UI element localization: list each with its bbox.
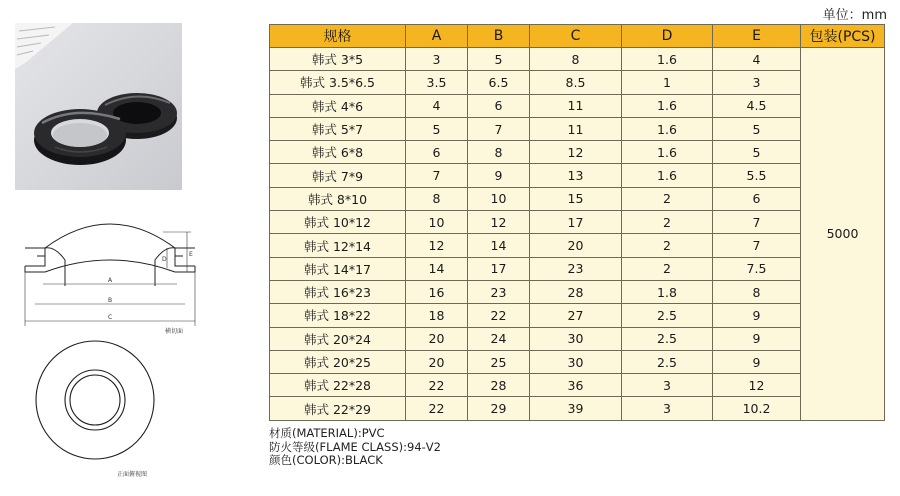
dim-label-c: C <box>108 314 113 321</box>
value-cell: 15 <box>530 187 622 210</box>
spec-cell: 韩式 3*5 <box>270 48 406 71</box>
table-row <box>270 71 885 94</box>
value-cell: 1.6 <box>622 117 713 140</box>
header-a: A <box>406 25 468 48</box>
value-cell: 2 <box>622 211 713 234</box>
value-cell: 7 <box>713 234 801 257</box>
value-cell: 9 <box>713 327 801 350</box>
table-row <box>270 141 885 164</box>
value-cell: 11 <box>530 117 622 140</box>
spec-cell: 韩式 14*17 <box>270 257 406 280</box>
cross-section-caption: 横切面 <box>165 328 184 335</box>
table-row <box>270 280 885 303</box>
value-cell: 30 <box>530 327 622 350</box>
value-cell: 22 <box>468 304 530 327</box>
table-row <box>270 211 885 234</box>
value-cell: 6 <box>713 187 801 210</box>
value-cell: 9 <box>468 164 530 187</box>
value-cell: 39 <box>530 397 622 420</box>
value-cell: 5 <box>406 117 468 140</box>
value-cell: 7.5 <box>713 257 801 280</box>
dim-label-e: E <box>189 251 193 258</box>
value-cell: 12 <box>406 234 468 257</box>
value-cell: 27 <box>530 304 622 327</box>
value-cell: 4.5 <box>713 94 801 117</box>
table-row <box>270 234 885 257</box>
spec-cell: 韩式 22*29 <box>270 397 406 420</box>
table-row <box>270 327 885 350</box>
value-cell: 5.5 <box>713 164 801 187</box>
value-cell: 23 <box>530 257 622 280</box>
value-cell: 2 <box>622 234 713 257</box>
value-cell: 8 <box>468 141 530 164</box>
dim-label-d: D <box>162 256 167 263</box>
value-cell: 9 <box>713 350 801 373</box>
table-row <box>270 350 885 373</box>
grommet-photo-illustration <box>15 23 182 190</box>
value-cell: 1.8 <box>622 280 713 303</box>
value-cell: 28 <box>530 280 622 303</box>
spec-cell: 韩式 8*10 <box>270 187 406 210</box>
spec-cell: 韩式 4*6 <box>270 94 406 117</box>
value-cell: 1.6 <box>622 94 713 117</box>
value-cell: 29 <box>468 397 530 420</box>
value-cell: 5 <box>713 117 801 140</box>
spec-cell: 韩式 10*12 <box>270 211 406 234</box>
value-cell: 30 <box>530 350 622 373</box>
table-row <box>270 257 885 280</box>
spec-cell: 韩式 18*22 <box>270 304 406 327</box>
value-cell: 6 <box>406 141 468 164</box>
value-cell: 10 <box>406 211 468 234</box>
packaging-cell: 5000 <box>801 48 885 421</box>
value-cell: 8 <box>530 48 622 71</box>
header-packaging: 包装(PCS) <box>801 25 885 48</box>
value-cell: 3 <box>406 48 468 71</box>
value-cell: 14 <box>406 257 468 280</box>
value-cell: 1.6 <box>622 164 713 187</box>
value-cell: 1.6 <box>622 48 713 71</box>
note-flame-class: 防火等级(FLAME CLASS):94-V2 <box>269 439 441 454</box>
value-cell: 3.5 <box>406 71 468 94</box>
value-cell: 11 <box>530 94 622 117</box>
value-cell: 22 <box>406 374 468 397</box>
spec-cell: 韩式 16*23 <box>270 280 406 303</box>
product-photo <box>15 23 182 190</box>
value-cell: 17 <box>468 257 530 280</box>
spec-cell: 韩式 22*28 <box>270 374 406 397</box>
value-cell: 2 <box>622 257 713 280</box>
value-cell: 5 <box>468 48 530 71</box>
value-cell: 18 <box>406 304 468 327</box>
cross-section-drawing <box>15 208 205 340</box>
header-b: B <box>468 25 530 48</box>
value-cell: 3 <box>622 397 713 420</box>
value-cell: 7 <box>406 164 468 187</box>
value-cell: 7 <box>713 211 801 234</box>
value-cell: 2.5 <box>622 304 713 327</box>
front-view-caption: 正面俯视图 <box>117 471 148 478</box>
value-cell: 12 <box>713 374 801 397</box>
value-cell: 6 <box>468 94 530 117</box>
value-cell: 23 <box>468 280 530 303</box>
value-cell: 6.5 <box>468 71 530 94</box>
table-row <box>270 187 885 210</box>
table-row <box>270 374 885 397</box>
value-cell: 4 <box>406 94 468 117</box>
value-cell: 36 <box>530 374 622 397</box>
value-cell: 8.5 <box>530 71 622 94</box>
value-cell: 9 <box>713 304 801 327</box>
value-cell: 5 <box>713 141 801 164</box>
spec-cell: 韩式 20*24 <box>270 327 406 350</box>
value-cell: 8 <box>713 280 801 303</box>
value-cell: 28 <box>468 374 530 397</box>
value-cell: 17 <box>530 211 622 234</box>
value-cell: 4 <box>713 48 801 71</box>
value-cell: 3 <box>622 374 713 397</box>
dim-label-b: B <box>108 297 113 304</box>
note-material: 材质(MATERIAL):PVC <box>269 426 385 440</box>
header-spec: 规格 <box>270 25 406 48</box>
dim-label-a: A <box>108 277 113 284</box>
value-cell: 12 <box>530 141 622 164</box>
value-cell: 2.5 <box>622 350 713 373</box>
value-cell: 1.6 <box>622 141 713 164</box>
note-color: 颜色(COLOR):BLACK <box>269 453 383 467</box>
value-cell: 25 <box>468 350 530 373</box>
spec-cell: 韩式 12*14 <box>270 234 406 257</box>
value-cell: 16 <box>406 280 468 303</box>
value-cell: 1 <box>622 71 713 94</box>
value-cell: 12 <box>468 211 530 234</box>
value-cell: 22 <box>406 397 468 420</box>
header-c: C <box>530 25 622 48</box>
table-row <box>270 117 885 140</box>
value-cell: 8 <box>406 187 468 210</box>
value-cell: 10.2 <box>713 397 801 420</box>
value-cell: 13 <box>530 164 622 187</box>
table-header-row <box>270 25 885 48</box>
value-cell: 20 <box>406 350 468 373</box>
header-e: E <box>713 25 801 48</box>
table-row <box>270 397 885 420</box>
value-cell: 14 <box>468 234 530 257</box>
value-cell: 2.5 <box>622 327 713 350</box>
table-row <box>270 94 885 117</box>
value-cell: 20 <box>530 234 622 257</box>
front-view-drawing <box>15 336 205 486</box>
value-cell: 3 <box>713 71 801 94</box>
table-row <box>270 304 885 327</box>
value-cell: 20 <box>406 327 468 350</box>
spec-cell: 韩式 3.5*6.5 <box>270 71 406 94</box>
value-cell: 7 <box>468 117 530 140</box>
value-cell: 24 <box>468 327 530 350</box>
table-row <box>270 48 885 71</box>
unit-label: 单位：mm <box>822 8 887 23</box>
spec-cell: 韩式 7*9 <box>270 164 406 187</box>
spec-cell: 韩式 6*8 <box>270 141 406 164</box>
spec-cell: 韩式 20*25 <box>270 350 406 373</box>
table-row <box>270 164 885 187</box>
spec-cell: 韩式 5*7 <box>270 117 406 140</box>
value-cell: 10 <box>468 187 530 210</box>
material-notes <box>269 427 441 468</box>
value-cell: 2 <box>622 187 713 210</box>
header-d: D <box>622 25 713 48</box>
spec-table <box>269 24 885 421</box>
